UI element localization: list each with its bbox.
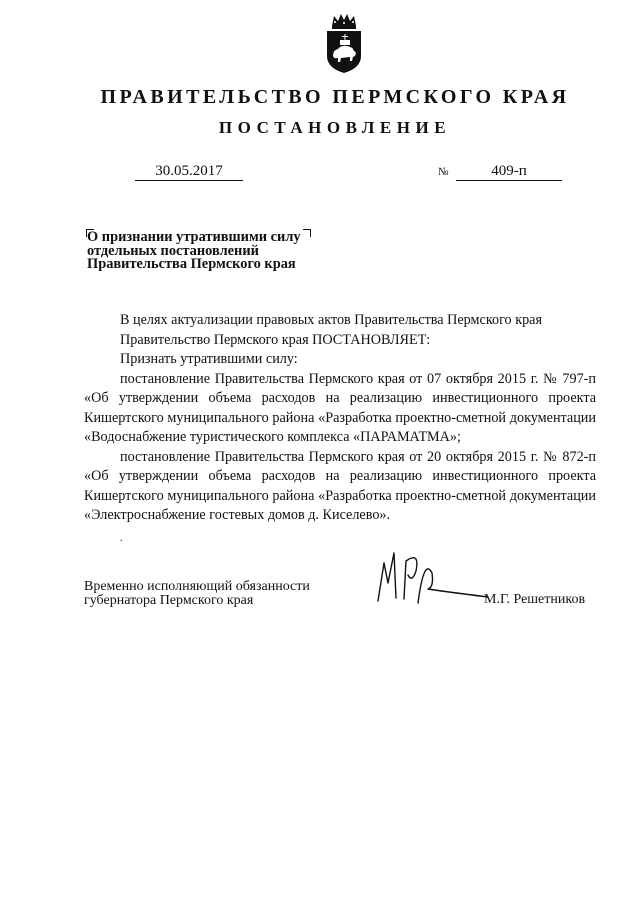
- stray-dot: .: [120, 533, 123, 544]
- body-paragraph: постановление Правительства Пермского края от 07 октября 2015 г. № 797-п «Об утверждении объема расходов на реализацию инвестиционного проекта Кишертского муниципального района «Разработка проектно-сметной документации «Водоснабжение туристического комплекса «ПАРАМАТМА»;: [84, 370, 596, 445]
- body-paragraph: Признать утратившими силу:: [120, 351, 298, 367]
- signer-title: [84, 580, 310, 608]
- coat-of-arms-icon: [323, 12, 365, 74]
- subject-line: О признании утратившими силу: [87, 229, 301, 245]
- signer-name: М.Г. Решетников: [484, 592, 586, 607]
- body-paragraph: постановление Правительства Пермского края от 20 октября 2015 г. № 872-п «Об утверждении объема расходов на реализацию инвестиционного проекта Кишертского муниципального района «Разработка проектно-сметной документации «Электроснабжение гостевых домов д. Киселево».: [84, 448, 596, 523]
- body-paragraph: Правительство Пермского края ПОСТАНОВЛЯЕТ:: [120, 331, 431, 348]
- handwritten-signature: [370, 543, 490, 613]
- subject-line: Правительства Пермского края: [87, 256, 296, 272]
- body-paragraph: В целях актуализации правовых актов Правительства Пермского края: [120, 312, 542, 328]
- document-number: 409-п: [456, 162, 562, 181]
- signer-title-line: Временно исполняющий обязанности: [84, 579, 310, 594]
- document-type: ПОСТАНОВЛЕНИЕ: [218, 118, 452, 137]
- signer-title-line: губернатора Пермского края: [84, 593, 254, 608]
- number-sign: №: [438, 166, 449, 178]
- document-date: 30.05.2017: [135, 162, 243, 181]
- document-subject: [87, 231, 327, 272]
- subject-line: отдельных постановлений: [87, 242, 259, 259]
- document-body: [84, 311, 596, 526]
- government-title: ПРАВИТЕЛЬСТВО ПЕРМСКОГО КРАЯ: [100, 86, 570, 108]
